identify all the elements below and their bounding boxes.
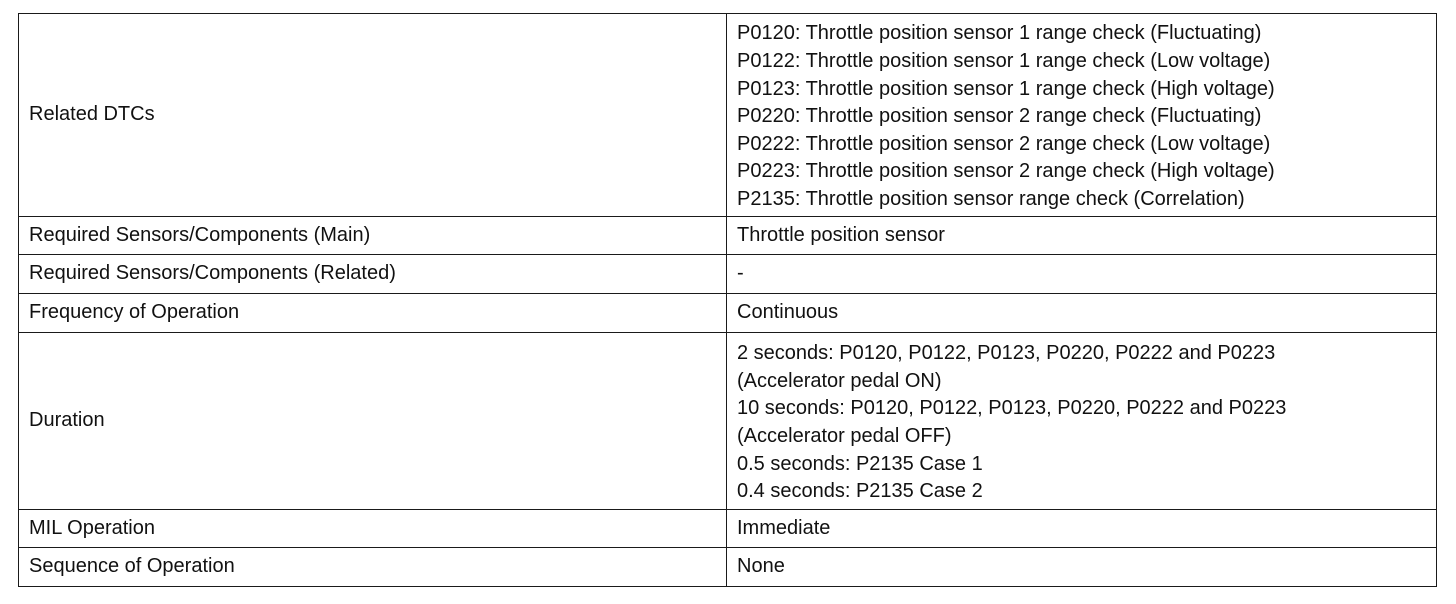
duration-line: (Accelerator pedal OFF) [737, 425, 952, 447]
monitor-spec-table [18, 13, 1437, 587]
dtc-line: P0222: Throttle position sensor 2 range check (Low voltage) [737, 132, 1271, 155]
duration-line: 10 seconds: P0120, P0122, P0123, P0220, P0222 and P0223 [737, 397, 1287, 420]
duration-line: 0.5 seconds: P2135 Case 1 [737, 452, 983, 475]
table-row-required-related [19, 255, 1437, 294]
table-row-frequency [19, 294, 1437, 333]
value-related-dtcs [727, 14, 1437, 217]
label-frequency: Frequency of Operation [19, 294, 727, 333]
value-required-related: - [727, 255, 1437, 294]
duration-line: (Accelerator pedal ON) [737, 369, 942, 392]
value-duration [727, 333, 1437, 510]
table-row-sequence [19, 548, 1437, 587]
dtc-line: P0122: Throttle position sensor 1 range check (Low voltage) [737, 50, 1271, 73]
table-row-related-dtcs [19, 14, 1437, 217]
dtc-line: P0120: Throttle position sensor 1 range check (Fluctuating) [737, 22, 1262, 45]
value-sequence: None [727, 548, 1437, 587]
table-row-duration [19, 333, 1437, 510]
dtc-line: P2135: Throttle position sensor range check (Correlation) [737, 187, 1245, 210]
duration-line: 0.4 seconds: P2135 Case 2 [737, 480, 983, 503]
value-mil-operation: Immediate [727, 510, 1437, 548]
label-mil-operation: MIL Operation [19, 510, 727, 548]
table-row-required-main [19, 217, 1437, 255]
label-required-main: Required Sensors/Components (Main) [19, 217, 727, 255]
label-duration: Duration [19, 333, 727, 510]
dtc-line: P0220: Throttle position sensor 2 range check (Fluctuating) [737, 105, 1262, 128]
value-required-main: Throttle position sensor [727, 217, 1437, 255]
label-sequence: Sequence of Operation [19, 548, 727, 587]
value-frequency: Continuous [727, 294, 1437, 333]
label-required-related: Required Sensors/Components (Related) [19, 255, 727, 294]
label-related-dtcs: Related DTCs [19, 14, 727, 217]
table-row-mil-operation [19, 510, 1437, 548]
dtc-line: P0223: Throttle position sensor 2 range check (High voltage) [737, 160, 1275, 183]
dtc-line: P0123: Throttle position sensor 1 range check (High voltage) [737, 77, 1275, 100]
duration-line: 2 seconds: P0120, P0122, P0123, P0220, P0222 and P0223 [737, 342, 1276, 365]
